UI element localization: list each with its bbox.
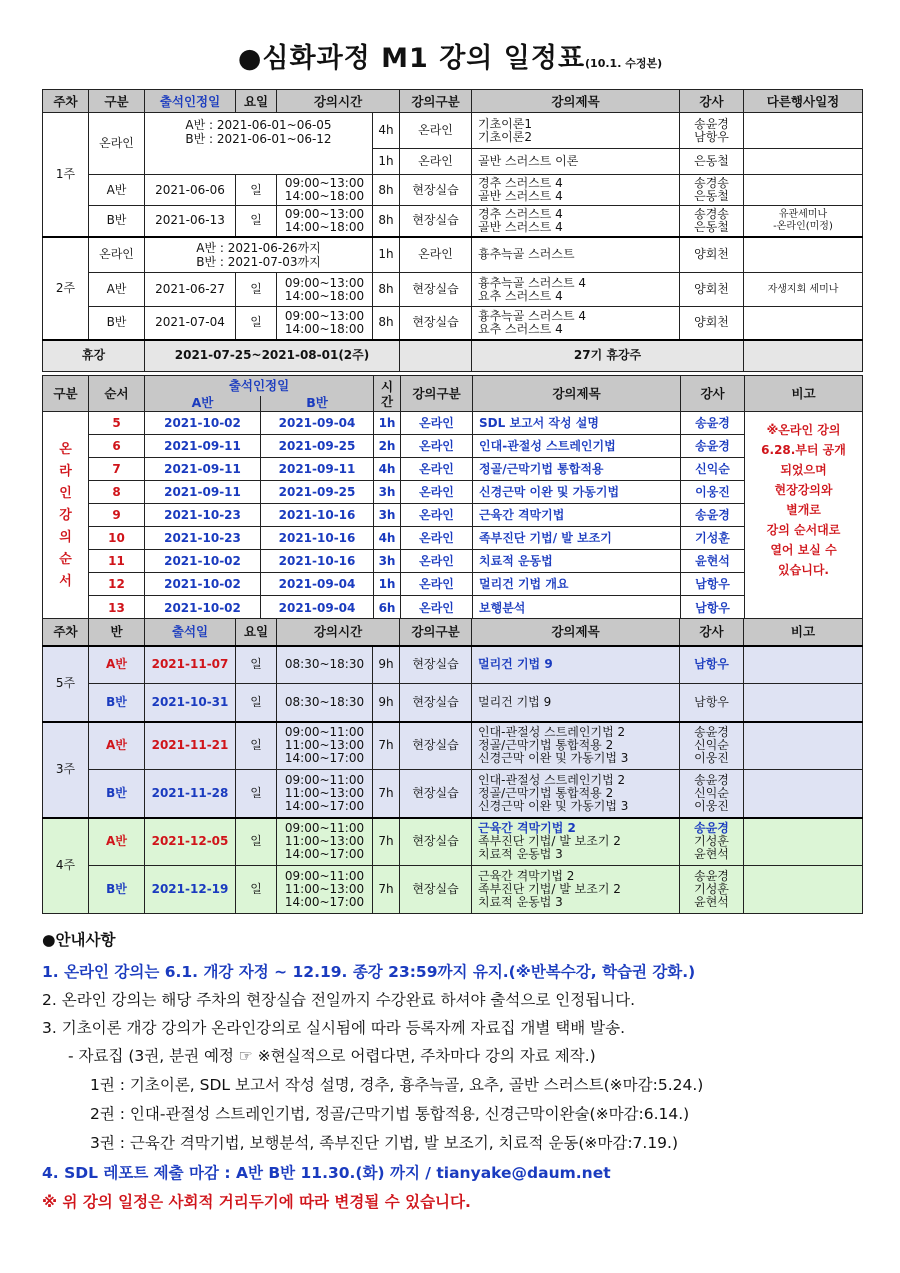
column-header: 주차 <box>43 619 89 646</box>
table-cell: 남항우 <box>680 646 744 684</box>
table-cell: 4h <box>373 113 400 149</box>
column-header: 강의제목 <box>472 619 680 646</box>
table-cell: 9h <box>373 684 400 722</box>
table-cell: 송경송 은동철 <box>680 206 744 237</box>
table-cell <box>744 175 863 206</box>
table-cell: 온라인 <box>401 573 473 596</box>
table-cell: 흉추늑골 스러스트 <box>472 237 680 273</box>
table-cell: 온라인 <box>401 550 473 573</box>
table-cell: 09:00~13:00 14:00~18:00 <box>277 206 373 237</box>
table-cell: 2021-12-05 <box>145 818 236 866</box>
page-title: ●심화과정 M1 강의 일정표(10.1. 수정본) <box>237 43 663 74</box>
table-cell: 현장실습 <box>400 866 472 914</box>
table-row <box>43 237 863 273</box>
column-header: 강의시간 <box>277 90 400 113</box>
column-header: A반 <box>145 396 261 412</box>
column-header: 반 <box>89 619 145 646</box>
table-cell: 9h <box>373 646 400 684</box>
table-cell: 8h <box>373 206 400 237</box>
table-row <box>43 527 863 550</box>
column-header: 강의구분 <box>400 619 472 646</box>
table-cell: 온라인 <box>401 596 473 621</box>
table-cell: 현장실습 <box>400 175 472 206</box>
table-cell <box>744 684 863 722</box>
table-row <box>43 818 863 866</box>
table-cell <box>744 722 863 770</box>
table-cell: 2021-10-02 <box>145 550 261 573</box>
table-cell: 일 <box>236 866 277 914</box>
table-cell: 현장실습 <box>400 307 472 340</box>
table-cell: 정골/근막기법 통합적용 <box>473 458 681 481</box>
table-cell: 족부진단 기법/ 발 보조기 <box>473 527 681 550</box>
table-cell: 온라인 <box>401 412 473 435</box>
table-cell: 1h <box>374 573 401 596</box>
table-cell: 2021-11-07 <box>145 646 236 684</box>
notice-item-3c: 2권 : 인대-관절성 스트레인기법, 정골/근막기법 통합적용, 신경근막이완술(※마감:6.14.) <box>90 1105 690 1123</box>
table-cell <box>744 770 863 818</box>
table-cell: 멀리건 기법 개요 <box>473 573 681 596</box>
table-cell: 09:00~11:00 11:00~13:00 14:00~17:00 <box>277 866 373 914</box>
column-header: 강의제목 <box>473 376 681 412</box>
table-cell: 윤현석 <box>681 550 745 573</box>
table-cell: SDL 보고서 작성 설명 <box>473 412 681 435</box>
table-cell: B반 <box>89 866 145 914</box>
table-cell: 2021-09-25 <box>261 481 374 504</box>
table-cell: 인대-관절성 스트레인기법 2 정골/근막기법 통합적용 2 신경근막 이완 및 가동기법 3 <box>472 722 680 770</box>
table-cell: 경추 스러스트 4 골반 스러스트 4 <box>472 175 680 206</box>
table-cell: 온라인 <box>401 435 473 458</box>
table-cell: A반 : 2021-06-26까지 B반 : 2021-07-03까지 <box>145 237 373 273</box>
table-cell: 일 <box>236 273 277 307</box>
table-cell: 송경송 은동철 <box>680 175 744 206</box>
table-cell: 2021-10-02 <box>145 573 261 596</box>
table-cell: 치료적 운동법 <box>473 550 681 573</box>
table-cell: 기성훈 <box>681 527 745 550</box>
table-cell: 09:00~11:00 11:00~13:00 14:00~17:00 <box>277 770 373 818</box>
table-row <box>43 770 863 818</box>
notice-item-3b: 1권 : 기초이론, SDL 보고서 작성 설명, 경추, 흉추늑골, 요추, 골반 스러스트(※마감:5.24.) <box>90 1076 704 1094</box>
table-cell: 9 <box>89 504 145 527</box>
table-cell: 송윤경 신익순 이웅진 <box>680 770 744 818</box>
table-row <box>43 458 863 481</box>
table-cell: 11 <box>89 550 145 573</box>
table-row <box>43 435 863 458</box>
table-cell: A반 : 2021-06-01~06-05 B반 : 2021-06-01~06-12 <box>145 113 373 175</box>
column-header: 강사 <box>680 619 744 646</box>
table-cell <box>744 149 863 175</box>
table-cell <box>400 340 472 372</box>
column-header: 구분 <box>43 376 89 412</box>
table-cell: 2021-10-23 <box>145 504 261 527</box>
practice-schedule-table <box>42 618 863 914</box>
table-cell: 2021-10-16 <box>261 527 374 550</box>
table-cell: 2021-09-11 <box>145 481 261 504</box>
table-cell: A반 <box>89 646 145 684</box>
column-header: 시 간 <box>374 376 401 412</box>
column-header: 강의제목 <box>472 90 680 113</box>
table-cell: 8 <box>89 481 145 504</box>
table-cell <box>744 340 863 372</box>
table-cell: 10 <box>89 527 145 550</box>
table-cell: 2021-10-23 <box>145 527 261 550</box>
notice-item-3: 3. 기초이론 개강 강의가 온라인강의로 실시됨에 따라 등록자께 자료집 개별 택배 발송. <box>42 1019 625 1037</box>
table-cell: 송윤경 <box>681 435 745 458</box>
table-cell: 13 <box>89 596 145 621</box>
table-cell: 1h <box>373 237 400 273</box>
table-cell: 은동철 <box>680 149 744 175</box>
column-header: 구분 <box>89 90 145 113</box>
column-header: 출석인정일 <box>145 90 236 113</box>
table-cell: 인대-관절성 스트레인기법 <box>473 435 681 458</box>
table-cell: 08:30~18:30 <box>277 684 373 722</box>
table-cell: 현장실습 <box>400 722 472 770</box>
notice-heading: ●안내사항 <box>42 931 116 949</box>
table-cell: 2021-11-21 <box>145 722 236 770</box>
column-header: 순서 <box>89 376 145 412</box>
table-cell: B반 <box>89 307 145 340</box>
table-cell: 09:00~11:00 11:00~13:00 14:00~17:00 <box>277 722 373 770</box>
table-header-row <box>43 619 863 646</box>
table-cell: 온라인 <box>401 504 473 527</box>
table-cell: 양회천 <box>680 273 744 307</box>
table-cell: 8h <box>373 175 400 206</box>
table-cell: 7h <box>373 722 400 770</box>
column-header: 강사 <box>680 90 744 113</box>
column-header: 요일 <box>236 90 277 113</box>
table-cell: 자생지회 세미나 <box>744 273 863 307</box>
table-cell: 일 <box>236 684 277 722</box>
column-header: 강의시간 <box>277 619 400 646</box>
table-cell: 2021-12-19 <box>145 866 236 914</box>
table-row <box>43 504 863 527</box>
table-cell: 4h <box>374 458 401 481</box>
table-cell: 온라인 <box>400 149 472 175</box>
table-cell: B반 <box>89 206 145 237</box>
column-header: 비고 <box>744 619 863 646</box>
column-header: 강사 <box>681 376 745 412</box>
column-header: 출석인정일 <box>145 376 374 396</box>
table-row <box>43 412 863 435</box>
table-cell <box>744 307 863 340</box>
column-header: 요일 <box>236 619 277 646</box>
table-cell: 2021-09-04 <box>261 596 374 621</box>
table-cell: 송윤경 기성훈 윤현석 <box>680 818 744 866</box>
table-cell: 2021-10-16 <box>261 504 374 527</box>
table-cell: 송윤경 신익순 이웅진 <box>680 722 744 770</box>
table-cell: 09:00~13:00 14:00~18:00 <box>277 273 373 307</box>
table-cell: 1주 <box>43 113 89 237</box>
table-cell: 송윤경 기성훈 윤현석 <box>680 866 744 914</box>
table-cell: 2021-06-13 <box>145 206 236 237</box>
table-cell: 남항우 <box>681 596 745 621</box>
table-cell: 남항우 <box>681 573 745 596</box>
notice-item-2: 2. 온라인 강의는 해당 주차의 현장실습 전일까지 수강완료 하셔야 출석으로 인정됩니다. <box>42 991 636 1009</box>
table-cell: 현장실습 <box>400 770 472 818</box>
column-header: B반 <box>261 396 374 412</box>
table-row <box>43 273 863 307</box>
table-cell: 온라인 <box>400 113 472 149</box>
table-cell: 2021-09-11 <box>261 458 374 481</box>
table-cell: 7h <box>373 866 400 914</box>
table-cell: 7 <box>89 458 145 481</box>
table-header-row <box>43 376 863 396</box>
table-cell: 2021-09-11 <box>145 458 261 481</box>
table-cell: 멀리건 기법 9 <box>472 684 680 722</box>
table-cell: 현장실습 <box>400 273 472 307</box>
table-row <box>43 175 863 206</box>
table-cell: 온라인 <box>89 237 145 273</box>
table-cell: 남항우 <box>680 684 744 722</box>
break-row <box>43 340 863 372</box>
table-cell: ※온라인 강의 6.28.부터 공개 되었으며 현장강의와 별개로 강의 순서대로 열어 보실 수 있습니다. <box>745 412 863 621</box>
table-cell: 7h <box>373 818 400 866</box>
table-cell: 인대-관절성 스트레인기법 2 정골/근막기법 통합적용 2 신경근막 이완 및 가동기법 3 <box>472 770 680 818</box>
notice-item-3a: - 자료집 (3권, 분권 예정 ☞ ※현실적으로 어렵다면, 주차마다 강의 자료 제작.) <box>68 1047 596 1065</box>
table-cell: B반 <box>89 684 145 722</box>
table-cell: 09:00~13:00 14:00~18:00 <box>277 307 373 340</box>
online-lecture-table <box>42 375 863 621</box>
table-cell: 4주 <box>43 818 89 914</box>
table-cell: 09:00~13:00 14:00~18:00 <box>277 175 373 206</box>
table-row <box>43 550 863 573</box>
table-cell: 근육간 격막기법 <box>473 504 681 527</box>
table-cell: 멀리건 기법 9 <box>472 646 680 684</box>
table-cell: 5 <box>89 412 145 435</box>
table-cell: 유관세미나 -온라인(미정) <box>744 206 863 237</box>
table-cell: 일 <box>236 175 277 206</box>
notice-item-3d: 3권 : 근육간 격막기법, 보행분석, 족부진단 기법, 발 보조기, 치료적 운동(※마감:7.19.) <box>90 1134 679 1152</box>
table-cell: 보행분석 <box>473 596 681 621</box>
table-cell: 송윤경 <box>681 504 745 527</box>
table-cell: 일 <box>236 206 277 237</box>
table-cell: 2021-11-28 <box>145 770 236 818</box>
table-row <box>43 596 863 621</box>
table-cell: 흉추늑골 스러스트 4 요추 스러스트 4 <box>472 307 680 340</box>
table-cell: 8h <box>373 273 400 307</box>
table-cell: 5주 <box>43 646 89 722</box>
table-cell <box>744 113 863 149</box>
table-cell: 2021-06-06 <box>145 175 236 206</box>
table-cell: 현장실습 <box>400 818 472 866</box>
table-row <box>43 866 863 914</box>
table-cell: 2021-07-25~2021-08-01(2주) <box>145 340 400 372</box>
table-cell: 1h <box>373 149 400 175</box>
table-cell: A반 <box>89 818 145 866</box>
table-cell: 1h <box>374 412 401 435</box>
table-cell: A반 <box>89 175 145 206</box>
table-cell <box>744 818 863 866</box>
table-row <box>43 573 863 596</box>
table-cell: A반 <box>89 273 145 307</box>
table-cell: 송윤경 <box>681 412 745 435</box>
table-cell: 일 <box>236 722 277 770</box>
table-cell: 현장실습 <box>400 206 472 237</box>
notice-item-4: 4. SDL 레포트 제출 마감 : A반 B반 11.30.(화) 까지 / tianyake@daum.net <box>42 1164 611 1182</box>
table-cell: 온라인 <box>89 113 145 175</box>
table-cell: 일 <box>236 770 277 818</box>
table-row <box>43 481 863 504</box>
table-cell: 골반 스러스트 이론 <box>472 149 680 175</box>
table-cell <box>744 237 863 273</box>
table-cell: 27기 휴강주 <box>472 340 744 372</box>
table-row <box>43 646 863 684</box>
table-cell: 근육간 격막기법 2 족부진단 기법/ 발 보조기 2 치료적 운동법 3 <box>472 866 680 914</box>
column-header: 주차 <box>43 90 89 113</box>
table-cell: 2주 <box>43 237 89 340</box>
table-cell: 6 <box>89 435 145 458</box>
table-cell: 4h <box>374 527 401 550</box>
table-cell: 12 <box>89 573 145 596</box>
table-cell: 2021-09-25 <box>261 435 374 458</box>
table-cell: 경추 스러스트 4 골반 스러스트 4 <box>472 206 680 237</box>
table-cell: 흉추늑골 스러스트 4 요추 스러스트 4 <box>472 273 680 307</box>
table-cell: 2021-10-31 <box>145 684 236 722</box>
column-header: 강의구분 <box>401 376 473 412</box>
table-cell: 현장실습 <box>400 684 472 722</box>
column-header: 다른행사일정 <box>744 90 863 113</box>
table-cell: 2h <box>374 435 401 458</box>
table-cell: 이웅진 <box>681 481 745 504</box>
table-cell: 08:30~18:30 <box>277 646 373 684</box>
table-cell <box>744 866 863 914</box>
table-cell: 09:00~11:00 11:00~13:00 14:00~17:00 <box>277 818 373 866</box>
table-cell: 일 <box>236 307 277 340</box>
table-cell: B반 <box>89 770 145 818</box>
table-row <box>43 684 863 722</box>
table-cell: 휴강 <box>43 340 145 372</box>
table-cell: 일 <box>236 646 277 684</box>
table-row <box>43 307 863 340</box>
table-cell: 일 <box>236 818 277 866</box>
table-cell: 2021-06-27 <box>145 273 236 307</box>
column-header: 비고 <box>745 376 863 412</box>
schedule-table-basic <box>42 89 863 372</box>
table-header-row <box>43 90 863 113</box>
column-header: 출석일 <box>145 619 236 646</box>
table-cell: 3h <box>374 550 401 573</box>
table-cell: 8h <box>373 307 400 340</box>
table-cell: 3주 <box>43 722 89 818</box>
table-cell: 2021-10-02 <box>145 596 261 621</box>
table-cell: 신경근막 이완 및 가동기법 <box>473 481 681 504</box>
column-header: 강의구분 <box>400 90 472 113</box>
notice-item-1: 1. 온라인 강의는 6.1. 개강 자정 ~ 12.19. 종강 23:59까지 유지.(※반복수강, 학습권 강화.) <box>42 963 696 981</box>
table-cell: 2021-09-11 <box>145 435 261 458</box>
table-cell: 온라인 <box>401 458 473 481</box>
table-cell: 양회천 <box>680 237 744 273</box>
notice-item-5: ※ 위 강의 일정은 사회적 거리두기에 따라 변경될 수 있습니다. <box>42 1193 471 1211</box>
table-cell: 신익순 <box>681 458 745 481</box>
table-cell: 온라인 <box>400 237 472 273</box>
table-cell: 3h <box>374 504 401 527</box>
table-cell: 기초이론1 기초이론2 <box>472 113 680 149</box>
table-cell: 2021-09-04 <box>261 573 374 596</box>
table-cell: 2021-10-16 <box>261 550 374 573</box>
table-cell: 현장실습 <box>400 646 472 684</box>
table-cell: 온라인 <box>401 527 473 550</box>
table-cell: 온 라 인 강 의 순 서 <box>43 412 89 621</box>
table-cell: 2021-10-02 <box>145 412 261 435</box>
table-cell: 2021-07-04 <box>145 307 236 340</box>
table-cell: A반 <box>89 722 145 770</box>
table-row <box>43 206 863 237</box>
table-cell: 6h <box>374 596 401 621</box>
table-cell: 양회천 <box>680 307 744 340</box>
table-cell <box>744 646 863 684</box>
table-cell: 근육간 격막기법 2 족부진단 기법/ 발 보조기 2 치료적 운동법 3 <box>472 818 680 866</box>
table-cell: 송윤경 남항우 <box>680 113 744 149</box>
table-row <box>43 722 863 770</box>
table-cell: 온라인 <box>401 481 473 504</box>
table-cell: 7h <box>373 770 400 818</box>
table-row <box>43 113 863 149</box>
table-cell: 3h <box>374 481 401 504</box>
table-cell: 2021-09-04 <box>261 412 374 435</box>
